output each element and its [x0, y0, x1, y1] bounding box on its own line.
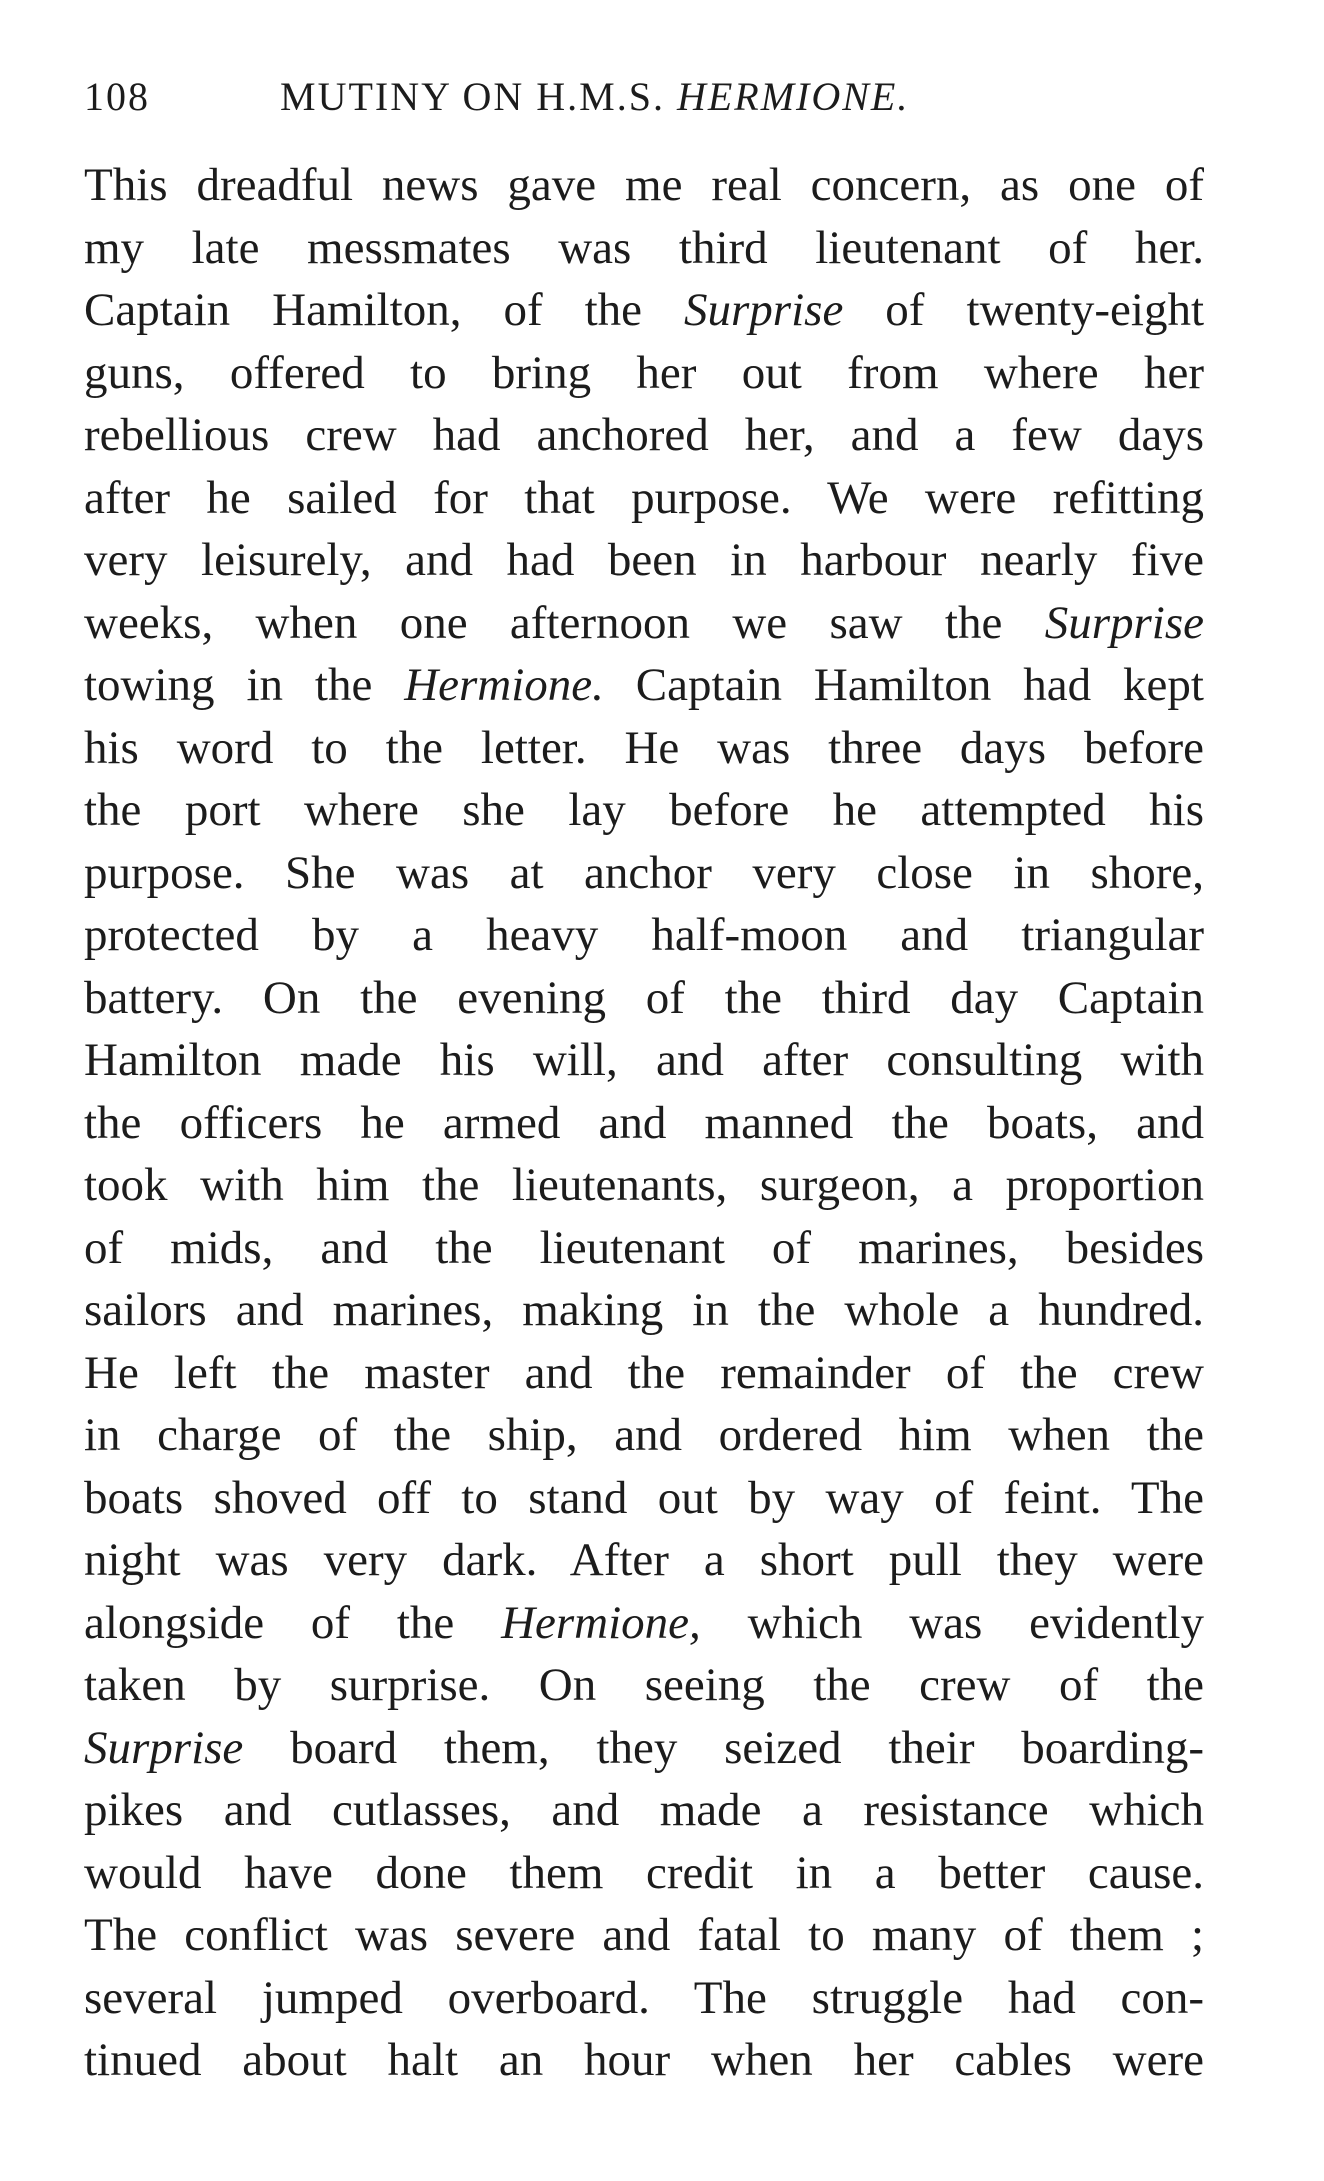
text-line	[84, 1154, 1204, 1217]
text-segment: battery. On the evening of the third day Captain	[84, 971, 1204, 1024]
text-segment: alongside of the	[84, 1596, 502, 1649]
text-line	[84, 1467, 1204, 1530]
text-segment: of mids, and the lieutenant of marines, besides	[84, 1221, 1204, 1274]
text-line	[84, 1279, 1204, 1342]
text-segment: in charge of the ship, and ordered him when the	[84, 1409, 1204, 1461]
text-line	[84, 1217, 1204, 1280]
text-segment: very leisurely, and had been in harbour nearly five	[84, 534, 1204, 586]
text-segment: towing in the	[84, 659, 405, 711]
text-segment: night was very dark. After a short pull they were	[84, 1534, 1204, 1586]
text-segment: sailors and marines, making in the whole a hundred.	[84, 1284, 1204, 1336]
ship-name-italic: Surprise	[684, 284, 844, 336]
text-segment: which was evidently	[700, 1596, 1204, 1649]
text-line	[84, 967, 1204, 1030]
text-line	[84, 842, 1204, 905]
text-line	[84, 529, 1204, 592]
text-line	[84, 1717, 1204, 1780]
text-segment: rebellious crew had anchored her, and a few days	[84, 409, 1204, 461]
text-line	[84, 1029, 1204, 1092]
text-segment: weeks, when one afternoon we saw the	[84, 596, 1045, 649]
text-segment: taken by surprise. On seeing the crew of the	[84, 1659, 1204, 1711]
running-title-prefix: MUTINY ON H.M.S.	[280, 74, 677, 119]
running-title-ship: HERMIONE.	[676, 74, 910, 119]
text-line	[84, 1779, 1204, 1842]
text-segment: The conflict was severe and fatal to many of them ;	[84, 1909, 1204, 1961]
ship-name-italic: Hermione,	[501, 1596, 701, 1649]
text-line	[84, 1654, 1204, 1717]
text-segment: This dreadful news gave me real concern, as one of	[84, 159, 1204, 211]
text-line	[84, 1342, 1204, 1405]
text-segment: of twenty-eight	[843, 284, 1204, 336]
text-line	[84, 1404, 1204, 1467]
body-text	[84, 154, 1204, 2092]
ship-name-italic: Hermione.	[404, 659, 604, 711]
text-segment: purpose. She was at anchor very close in shore,	[84, 846, 1204, 899]
text-line	[84, 404, 1204, 467]
text-line	[84, 779, 1204, 842]
text-segment: Captain Hamilton had kept	[603, 659, 1204, 711]
text-segment: board them, they seized their boarding-	[243, 1721, 1204, 1774]
text-segment: guns, offered to bring her out from where her	[84, 346, 1204, 399]
text-line	[84, 154, 1204, 217]
text-line	[84, 1092, 1204, 1155]
ship-name-italic: Surprise	[84, 1721, 244, 1774]
text-segment: Captain Hamilton, of the	[84, 284, 685, 336]
text-line	[84, 1529, 1204, 1592]
text-line	[84, 2029, 1204, 2092]
text-segment: boats shoved off to stand out by way of feint. The	[84, 1471, 1204, 1524]
text-segment: He left the master and the remainder of the crew	[84, 1346, 1204, 1399]
ship-name-italic: Surprise	[1044, 596, 1204, 649]
running-title	[280, 74, 909, 119]
text-line	[84, 342, 1204, 405]
text-line	[84, 279, 1204, 342]
text-line	[84, 717, 1204, 780]
text-segment: would have done them credit in a better cause.	[84, 1846, 1204, 1899]
text-segment: the port where she lay before he attempted his	[84, 784, 1204, 836]
text-segment: tinued about halt an hour when her cables were	[84, 2034, 1204, 2086]
text-line	[84, 1592, 1204, 1655]
text-segment: protected by a heavy half-moon and triangular	[84, 909, 1204, 961]
text-segment: several jumped overboard. The struggle had con-	[84, 1971, 1204, 2024]
text-segment: my late messmates was third lieutenant of her.	[84, 221, 1204, 274]
page-number: 108	[84, 74, 150, 119]
text-line	[84, 654, 1204, 717]
text-segment: Hamilton made his will, and after consulting with	[84, 1034, 1204, 1086]
text-segment: his word to the letter. He was three days before	[84, 721, 1204, 774]
text-line	[84, 217, 1204, 280]
running-head	[84, 62, 1204, 132]
text-line	[84, 1967, 1204, 2030]
text-line	[84, 1904, 1204, 1967]
text-segment: took with him the lieutenants, surgeon, a proportion	[84, 1159, 1204, 1211]
text-line	[84, 1842, 1204, 1905]
text-line	[84, 592, 1204, 655]
text-line	[84, 467, 1204, 530]
text-segment: pikes and cutlasses, and made a resistance which	[84, 1784, 1204, 1836]
text-segment: the officers he armed and manned the boats, and	[84, 1096, 1204, 1149]
text-line	[84, 904, 1204, 967]
text-segment: after he sailed for that purpose. We were refitting	[84, 471, 1204, 524]
